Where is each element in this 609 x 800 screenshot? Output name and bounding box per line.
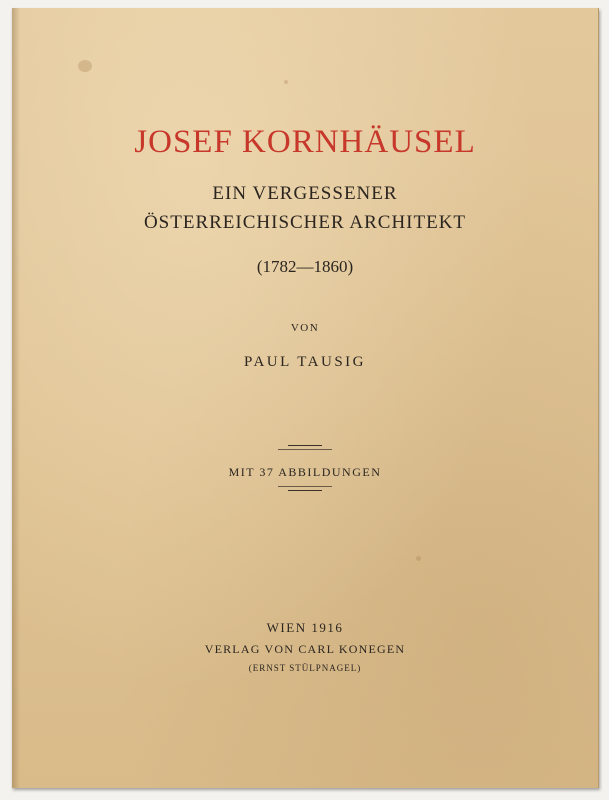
subtitle-line-1: EIN VERGESSENER	[212, 183, 398, 204]
by-label: VON	[290, 322, 320, 334]
book-cover	[12, 8, 599, 788]
life-dates: (1782—1860)	[256, 257, 354, 276]
subtitle-line-2: ÖSTERREICHISCHER ARCHITEKT	[143, 212, 467, 233]
place-year: WIEN 1916	[266, 620, 344, 635]
rule-bottom	[288, 490, 322, 491]
book-title: JOSEF KORNHÄUSEL	[134, 124, 476, 160]
stain-mark	[416, 556, 421, 561]
rule-top-thin	[278, 449, 332, 450]
publisher: VERLAG VON CARL KONEGEN	[204, 642, 406, 656]
stain-mark	[284, 80, 288, 84]
rule-bottom-thin	[278, 486, 332, 487]
publisher-note: (ERNST STÜLPNAGEL)	[248, 663, 362, 673]
illustrations-note: MIT 37 ABBILDUNGEN	[228, 465, 382, 479]
stain-mark	[78, 60, 92, 72]
rule-top	[288, 445, 322, 446]
author-name: PAUL TAUSIG	[243, 354, 366, 370]
